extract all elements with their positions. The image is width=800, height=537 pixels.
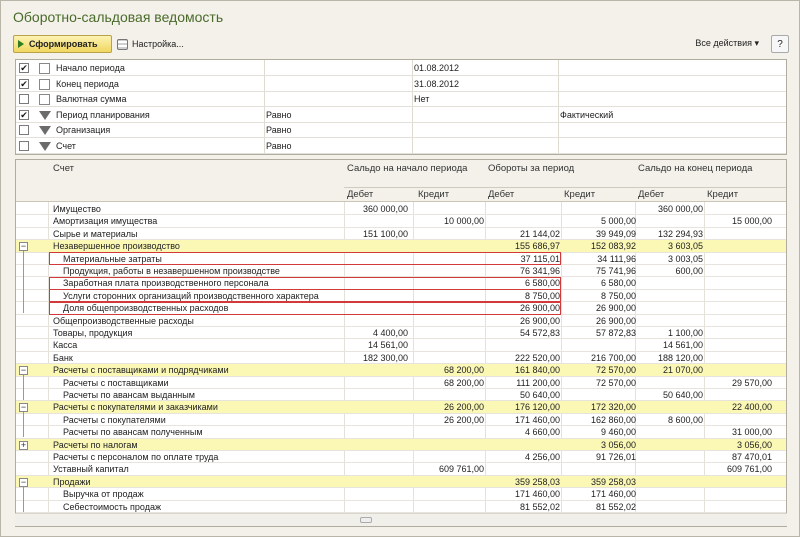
amount-cell: 3 056,00: [600, 439, 636, 450]
setting-name: Счет: [56, 141, 76, 151]
amount-cell: 6 580,00: [600, 278, 636, 289]
amount-cell: 132 294,93: [657, 228, 703, 239]
amount-cell: 10 000,00: [443, 216, 484, 227]
account-name: Материальные затраты: [63, 253, 162, 264]
all-actions-menu[interactable]: Все действия ▾: [695, 38, 759, 48]
settings-button-label: Настройка...: [132, 39, 184, 49]
header-turnover-debit: Дебет: [488, 189, 515, 200]
amount-cell: 176 120,00: [514, 402, 560, 413]
highlight-box: [49, 252, 561, 265]
filter-icon: [39, 126, 51, 135]
amount-cell: 151 100,00: [362, 228, 408, 239]
setting-value[interactable]: Нет: [414, 94, 430, 105]
table-row[interactable]: [16, 414, 786, 426]
table-row[interactable]: [16, 315, 786, 327]
amount-cell: 360 000,00: [362, 204, 408, 214]
setting-value-2[interactable]: Фактический: [560, 109, 614, 120]
table-row[interactable]: [16, 488, 786, 500]
amount-cell: 222 520,00: [514, 352, 560, 363]
account-name: Расчеты с персоналом по оплате труда: [53, 452, 219, 462]
amount-cell: 4 660,00: [524, 427, 560, 438]
amount-cell: 54 572,83: [519, 328, 560, 338]
amount-cell: 68 200,00: [443, 377, 484, 388]
group-row[interactable]: [16, 439, 786, 451]
checkbox[interactable]: ✔: [20, 78, 28, 89]
highlight-box: [49, 277, 561, 290]
account-name: Услуги сторонних организаций производственного характера: [63, 290, 319, 301]
play-icon: [18, 40, 24, 48]
tree-connector: [23, 487, 24, 512]
amount-cell: 111 200,00: [516, 377, 560, 388]
amount-cell: 76 341,96: [519, 266, 560, 276]
amount-cell: 26 200,00: [443, 402, 484, 413]
table-row[interactable]: [16, 215, 786, 227]
amount-cell: 50 640,00: [662, 390, 703, 400]
account-name: Выручка от продаж: [63, 489, 144, 500]
amount-cell: 8 750,00: [600, 290, 636, 301]
amount-cell: 9 460,00: [600, 427, 636, 438]
setting-comparison[interactable]: Равно: [266, 141, 292, 151]
generate-button-label: Сформировать: [29, 39, 98, 49]
header-divider: [344, 187, 786, 188]
amount-cell: 3 003,05: [667, 253, 703, 264]
account-name: Сырье и материалы: [53, 228, 138, 239]
settings-panel: [15, 59, 787, 155]
settings-row[interactable]: [16, 77, 786, 92]
highlight-box: [49, 302, 561, 315]
account-name: Заработная плата производственного персонала: [63, 278, 269, 289]
account-name: Продукция, работы в незавершенном производстве: [63, 266, 280, 276]
toolbar: [13, 35, 789, 53]
amount-cell: 6 580,00: [524, 278, 560, 289]
amount-cell: 26 900,00: [595, 315, 636, 326]
amount-cell: 4 256,00: [524, 452, 560, 462]
tree-connector: [23, 251, 24, 313]
checkbox[interactable]: [19, 125, 29, 135]
setting-comparison[interactable]: Равно: [266, 125, 292, 136]
account-name: Расчеты с покупателями и заказчиками: [53, 402, 218, 413]
group-row[interactable]: [16, 476, 786, 488]
filter-icon: [39, 111, 51, 120]
report-table: [15, 159, 787, 527]
setting-name: Валютная сумма: [56, 94, 127, 105]
amount-cell: 216 700,00: [590, 352, 636, 363]
amount-cell: 72 570,00: [595, 365, 636, 376]
group-row[interactable]: [16, 401, 786, 413]
header-closing-debit: Дебет: [638, 189, 665, 200]
amount-cell: 8 750,00: [524, 290, 560, 301]
calendar-icon: [39, 79, 50, 90]
settings-row[interactable]: [16, 139, 786, 154]
account-name: Себестоимость продаж: [63, 501, 161, 512]
generate-button[interactable]: [13, 35, 112, 53]
amount-cell: 87 470,01: [731, 452, 772, 462]
tree-connector: [23, 375, 24, 400]
amount-cell: 3 056,00: [736, 439, 772, 450]
account-name: Банк: [53, 352, 73, 363]
settings-row[interactable]: [16, 61, 786, 76]
collapse-icon[interactable]: −: [20, 365, 27, 376]
settings-icon: [117, 39, 128, 50]
amount-cell: 22 400,00: [731, 402, 772, 413]
account-name: Расчеты с поставщиками: [63, 377, 169, 388]
amount-cell: 152 083,92: [590, 241, 636, 252]
amount-cell: 188 120,00: [657, 352, 703, 363]
filter-icon: [39, 142, 51, 151]
table-row[interactable]: [16, 265, 786, 277]
checkbox[interactable]: [19, 141, 29, 151]
highlight-box: [49, 289, 561, 302]
horizontal-scrollbar[interactable]: [15, 513, 787, 526]
amount-cell: 171 460,00: [514, 489, 560, 500]
table-row[interactable]: [16, 377, 786, 389]
header-turnover-credit: Кредит: [564, 189, 596, 200]
settings-row[interactable]: [16, 92, 786, 107]
header-closing-credit: Кредит: [707, 189, 739, 200]
account-name: Доля общепроизводственных расходов: [63, 303, 229, 314]
header-turnover: Обороты за период: [488, 163, 575, 174]
table-row[interactable]: [16, 463, 786, 475]
setting-value[interactable]: 31.08.2012: [414, 78, 460, 89]
header-opening-credit: Кредит: [418, 189, 450, 200]
amount-cell: 21 070,00: [662, 365, 703, 376]
amount-cell: 360 000,00: [657, 204, 703, 214]
account-name: Касса: [53, 340, 78, 351]
table-row[interactable]: [16, 426, 786, 438]
amount-cell: 26 900,00: [519, 303, 560, 314]
account-name: Расчеты с поставщиками и подрядчиками: [53, 365, 229, 376]
scrollbar-thumb[interactable]: [360, 517, 372, 523]
table-row[interactable]: [16, 389, 786, 401]
account-name: Расчеты по авансам выданным: [63, 390, 195, 400]
collapse-icon[interactable]: −: [20, 476, 27, 487]
amount-cell: 91 726,01: [595, 452, 636, 462]
amount-cell: 50 640,00: [519, 390, 560, 400]
amount-cell: 1 100,00: [667, 328, 703, 338]
checkbox[interactable]: ✔: [20, 63, 28, 73]
amount-cell: 172 320,00: [590, 402, 636, 413]
amount-cell: 72 570,00: [595, 377, 636, 388]
amount-cell: 609 761,00: [726, 464, 772, 475]
account-name: Уставный капитал: [53, 464, 129, 475]
tree-connector: [23, 412, 24, 437]
setting-name: Период планирования: [56, 109, 150, 120]
account-name: Незавершенное производство: [53, 241, 180, 252]
account-name: Общепроизводственные расходы: [53, 315, 194, 326]
collapse-icon[interactable]: −: [20, 241, 27, 252]
table-row[interactable]: [16, 339, 786, 351]
account-name: Продажи: [53, 476, 91, 487]
amount-cell: 359 258,03: [590, 476, 636, 487]
amount-cell: 182 300,00: [362, 352, 408, 363]
setting-value[interactable]: 01.08.2012: [414, 63, 460, 73]
account-name: Расчеты по налогам: [53, 439, 138, 450]
header-account: Счет: [53, 163, 75, 174]
amount-cell: 26 200,00: [443, 414, 484, 425]
header-opening: Сальдо на начало периода: [347, 163, 468, 174]
amount-cell: 68 200,00: [443, 365, 484, 376]
setting-name: Конец периода: [56, 78, 119, 89]
amount-cell: 171 460,00: [590, 489, 636, 500]
settings-row[interactable]: [16, 108, 786, 123]
group-row[interactable]: [16, 364, 786, 376]
table-row[interactable]: [16, 352, 786, 364]
header-opening-debit: Дебет: [347, 189, 374, 200]
setting-name: Организация: [56, 125, 111, 136]
amount-cell: 26 900,00: [519, 315, 560, 326]
settings-button[interactable]: [117, 35, 184, 53]
amount-cell: 162 860,00: [590, 414, 636, 425]
account-name: Амортизация имущества: [53, 216, 158, 227]
help-button[interactable]: ?: [771, 35, 789, 53]
amount-cell: 15 000,00: [731, 216, 772, 227]
account-name: Имущество: [53, 204, 101, 214]
amount-cell: 81 552,02: [519, 501, 560, 512]
header-closing: Сальдо на конец периода: [638, 163, 753, 174]
table-header: [16, 160, 786, 202]
amount-cell: 609 761,00: [438, 464, 484, 475]
amount-cell: 4 400,00: [372, 328, 408, 338]
amount-cell: 39 949,09: [595, 228, 636, 239]
table-row[interactable]: [16, 451, 786, 463]
amount-cell: 37 115,01: [520, 253, 560, 264]
amount-cell: 8 600,00: [667, 414, 703, 425]
amount-cell: 81 552,02: [595, 501, 636, 512]
account-name: Расчеты по авансам полученным: [63, 427, 203, 438]
table-row[interactable]: [16, 228, 786, 240]
amount-cell: 161 840,00: [514, 365, 560, 376]
amount-cell: 155 686,97: [514, 241, 560, 252]
amount-cell: 14 561,00: [367, 340, 408, 351]
calendar-icon: [39, 94, 50, 105]
amount-cell: 21 144,02: [519, 228, 560, 239]
collapse-icon[interactable]: −: [20, 402, 27, 413]
checkbox[interactable]: [19, 94, 29, 104]
settings-row[interactable]: [16, 123, 786, 138]
setting-name: Начало периода: [56, 63, 125, 73]
amount-cell: 14 561,00: [662, 340, 703, 351]
group-row[interactable]: [16, 240, 786, 252]
amount-cell: 26 900,00: [595, 303, 636, 314]
amount-cell: 29 570,00: [731, 377, 772, 388]
amount-cell: 600,00: [675, 266, 703, 276]
amount-cell: 31 000,00: [731, 427, 772, 438]
amount-cell: 75 741,96: [595, 266, 636, 276]
setting-comparison[interactable]: Равно: [266, 109, 292, 120]
table-row[interactable]: [16, 327, 786, 339]
table-row[interactable]: [16, 501, 786, 513]
amount-cell: 34 111,96: [597, 253, 636, 264]
expand-icon[interactable]: +: [20, 439, 27, 450]
amount-cell: 5 000,00: [600, 216, 636, 227]
account-name: Товары, продукция: [53, 328, 133, 338]
table-row[interactable]: [16, 203, 786, 215]
amount-cell: 359 258,03: [514, 476, 560, 487]
amount-cell: 3 603,05: [667, 241, 703, 252]
amount-cell: 171 460,00: [514, 414, 560, 425]
checkbox[interactable]: ✔: [20, 109, 28, 120]
amount-cell: 57 872,83: [595, 328, 636, 338]
calendar-icon: [39, 63, 50, 74]
window-title: Оборотно-сальдовая ведомость: [13, 9, 224, 25]
account-name: Расчеты с покупателями: [63, 414, 166, 425]
